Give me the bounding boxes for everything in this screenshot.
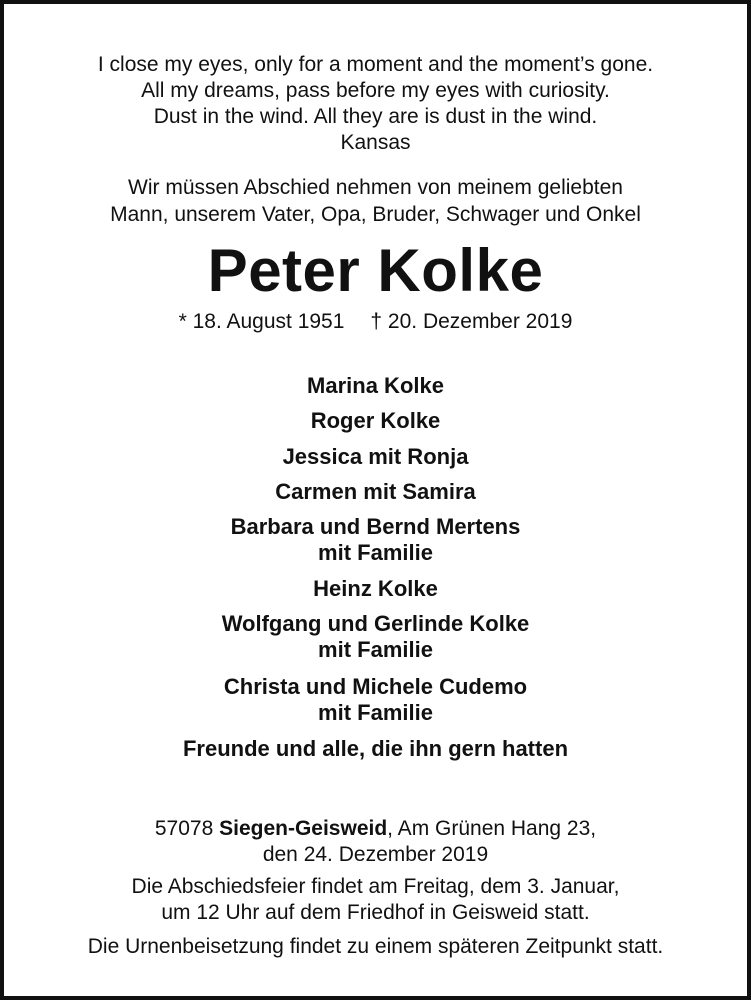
- intro-line: Mann, unserem Vater, Opa, Bruder, Schwager und Onkel: [110, 203, 641, 226]
- quote-line: All my dreams, pass before my eyes with curiosity.: [141, 79, 610, 102]
- mourner-line: Marina Kolke: [307, 373, 444, 398]
- death-date: † 20. Dezember 2019: [370, 310, 573, 333]
- mourner-line: mit Familie: [318, 700, 433, 725]
- mourner-line: Heinz Kolke: [313, 576, 438, 601]
- urn-note: Die Urnenbeisetzung findet zu einem späteren Zeitpunkt statt.: [87, 935, 664, 958]
- street: , Am Grünen Hang 23,: [387, 817, 597, 840]
- quote-author: Kansas: [340, 131, 411, 154]
- postcode: 57078: [154, 817, 214, 840]
- notice-date: den 24. Dezember 2019: [262, 843, 489, 866]
- life-dates: [4, 310, 747, 334]
- deceased-name: Peter Kolke: [207, 237, 544, 304]
- intro-line: Wir müssen Abschied nehmen von meinem geliebten: [128, 176, 623, 199]
- city: Siegen-Geisweid: [219, 817, 388, 840]
- mourner-line: Wolfgang und Gerlinde Kolke: [221, 611, 530, 636]
- mourner-line: Jessica mit Ronja: [282, 444, 469, 469]
- address-line: [4, 816, 747, 841]
- ceremony-line: Die Abschiedsfeier findet am Freitag, dem 3. Januar,: [131, 875, 620, 898]
- mourner-line: mit Familie: [318, 637, 433, 662]
- mourner-line: Christa und Michele Cudemo: [223, 674, 528, 699]
- mourner-line: Barbara und Bernd Mertens: [230, 514, 521, 539]
- mourner-line: Roger Kolke: [310, 408, 441, 433]
- ceremony-line: um 12 Uhr auf dem Friedhof in Geisweid statt.: [161, 901, 590, 924]
- birth-date: * 18. August 1951: [178, 310, 345, 333]
- mourner-line: mit Familie: [318, 540, 433, 565]
- quote-line: I close my eyes, only for a moment and the moment’s gone.: [97, 53, 654, 76]
- mourner-line: Freunde und alle, die ihn gern hatten: [182, 736, 569, 761]
- quote-line: Dust in the wind. All they are is dust in the wind.: [153, 105, 598, 128]
- mourner-line: Carmen mit Samira: [275, 479, 476, 504]
